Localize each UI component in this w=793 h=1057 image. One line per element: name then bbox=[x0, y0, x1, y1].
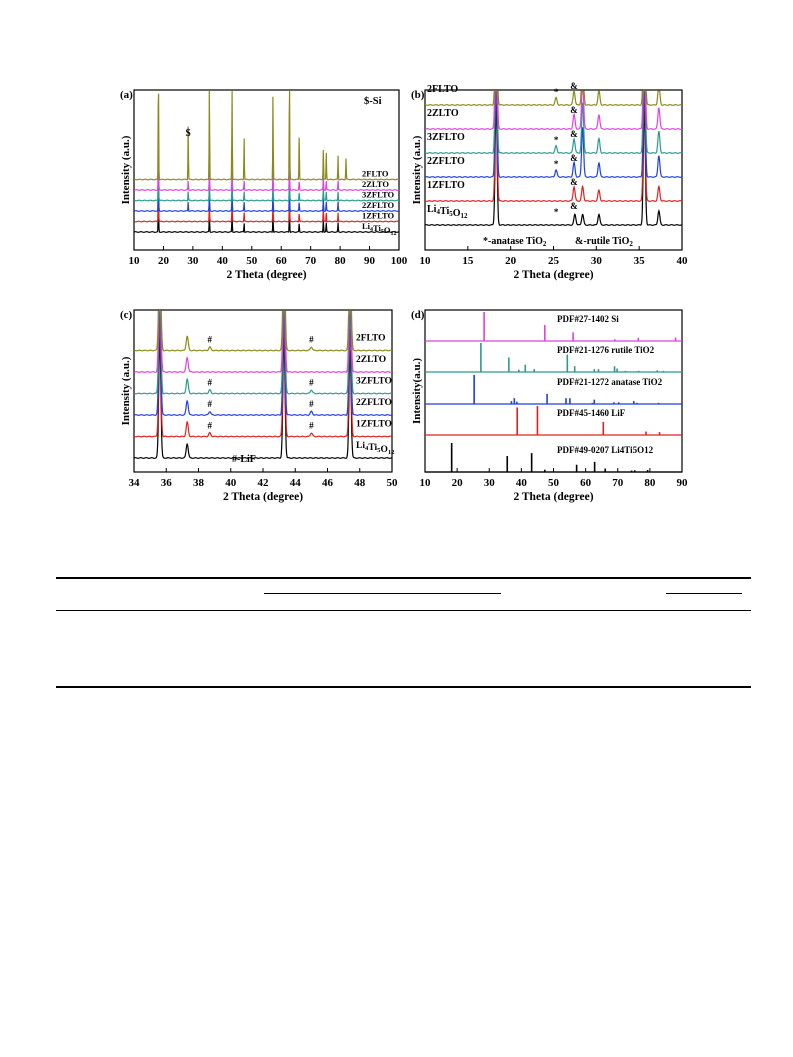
panel-label: (d) bbox=[411, 309, 425, 321]
lif-peak-marker: # bbox=[207, 377, 213, 388]
formula-part: Li bbox=[362, 221, 371, 231]
y-axis-label: Intensity(a.u.) bbox=[411, 357, 423, 425]
x-tick-label: 50 bbox=[246, 255, 258, 267]
si-peak-marker: $ bbox=[185, 128, 191, 139]
rutile-peak-marker: & bbox=[570, 129, 578, 139]
x-tick-label: 20 bbox=[157, 255, 169, 267]
panel-d bbox=[411, 309, 688, 503]
series-3ZFLTO-line bbox=[134, 311, 392, 394]
series-2ZFLTO-line bbox=[134, 311, 392, 415]
series-Li4Ti5O12-line bbox=[134, 203, 399, 232]
x-tick-label: 20 bbox=[505, 255, 517, 267]
series-label-1ZFLTO: 1ZFLTO bbox=[427, 180, 465, 191]
formula-part: Li bbox=[427, 204, 437, 215]
x-tick-label: 80 bbox=[644, 477, 656, 489]
table-header-rule bbox=[56, 610, 751, 611]
panel-label: (c) bbox=[120, 309, 133, 321]
subscript: 2 bbox=[542, 240, 547, 248]
x-axis-label: 2 Theta (degree) bbox=[226, 269, 307, 281]
formula-part: Ti bbox=[439, 206, 450, 217]
formula-part: 4 bbox=[436, 208, 440, 216]
formula-part: 12 bbox=[387, 449, 395, 456]
reference-card-label: PDF#21-1276 rutile TiO2 bbox=[557, 345, 655, 355]
series-label-3ZFLTO: 3ZFLTO bbox=[427, 132, 465, 143]
anatase-peak-marker: * bbox=[553, 87, 559, 97]
x-tick-label: 36 bbox=[160, 477, 172, 489]
series-label-2ZFLTO: 2ZFLTO bbox=[362, 200, 395, 210]
formula-part: 5 bbox=[377, 447, 381, 454]
x-tick-label: 48 bbox=[354, 477, 366, 489]
series-label-2FLTO: 2FLTO bbox=[427, 84, 459, 95]
plot-frame bbox=[134, 90, 399, 250]
series-label-1ZFLTO: 1ZFLTO bbox=[362, 210, 395, 221]
panel-b bbox=[411, 81, 688, 281]
formula-part: 12 bbox=[460, 212, 468, 220]
x-axis-label: 2 Theta (degree) bbox=[513, 491, 594, 503]
x-tick-label: 40 bbox=[676, 255, 688, 267]
x-tick-label: 46 bbox=[322, 477, 333, 489]
rutile-legend-note: &-rutile TiO$_2$ bbox=[575, 236, 633, 248]
reference-card-label: PDF#45-1460 LiF bbox=[557, 408, 626, 418]
series-label-2FLTO: 2FLTO bbox=[362, 168, 389, 179]
panel-label: (a) bbox=[120, 89, 133, 101]
x-tick-label: 40 bbox=[216, 255, 228, 267]
x-tick-label: 35 bbox=[633, 255, 645, 267]
series-label-2ZLTO: 2ZLTO bbox=[427, 108, 459, 119]
formula-part: O bbox=[383, 225, 391, 235]
series-3ZFLTO-line bbox=[134, 172, 399, 201]
rutile-peak-marker: & bbox=[570, 105, 578, 115]
series-label-2ZFLTO: 2ZFLTO bbox=[427, 156, 465, 167]
series-label-2ZFLTO: 2ZFLTO bbox=[356, 398, 392, 408]
lif-peak-marker: # bbox=[207, 399, 213, 409]
lif-peak-marker: # bbox=[309, 377, 314, 388]
series-label-1ZFLTO: 1ZFLTO bbox=[356, 419, 392, 430]
formula-part: 4 bbox=[370, 227, 373, 233]
formula-part: 12 bbox=[390, 231, 397, 237]
anatase-legend-note: *-anatase TiO$_2$ bbox=[483, 236, 547, 248]
formula-part: Ti bbox=[368, 443, 378, 453]
rutile-peak-marker: & bbox=[570, 201, 578, 211]
x-tick-label: 30 bbox=[483, 477, 495, 489]
formula-part: O bbox=[380, 445, 388, 455]
anatase-peak-marker: * bbox=[553, 159, 559, 169]
series-2ZFLTO-line bbox=[134, 182, 399, 211]
x-tick-label: 10 bbox=[419, 255, 431, 267]
formula-part: 5 bbox=[449, 210, 453, 218]
series-2FLTO-line bbox=[134, 311, 392, 351]
reference-card-label: PDF#21-1272 anatase TiO2 bbox=[557, 377, 663, 387]
x-tick-label: 50 bbox=[386, 477, 398, 489]
x-tick-label: 30 bbox=[590, 255, 602, 267]
x-tick-label: 60 bbox=[580, 477, 592, 489]
li4ti5o12-label bbox=[362, 221, 396, 237]
x-tick-label: 25 bbox=[548, 255, 559, 267]
y-axis-label: Intensity (a.u.) bbox=[120, 135, 132, 205]
x-tick-label: 20 bbox=[451, 477, 463, 489]
formula-part: 4 bbox=[364, 445, 369, 452]
panel-c bbox=[120, 309, 398, 503]
series-label-3ZFLTO: 3ZFLTO bbox=[362, 189, 395, 200]
x-tick-label: 70 bbox=[305, 255, 317, 267]
series-2FLTO-line bbox=[134, 91, 399, 180]
panel-label: (b) bbox=[411, 89, 425, 101]
x-tick-label: 42 bbox=[257, 477, 269, 489]
x-tick-label: 100 bbox=[390, 255, 408, 267]
x-tick-label: 10 bbox=[419, 477, 431, 489]
x-tick-label: 38 bbox=[193, 477, 204, 489]
series-label-2ZLTO: 2ZLTO bbox=[356, 355, 387, 365]
table-top-rule bbox=[56, 577, 751, 579]
reference-card-label: PDF#49-0207 Li4Ti5O12 bbox=[557, 445, 654, 455]
lif-peak-marker: # bbox=[207, 420, 213, 431]
x-tick-label: 40 bbox=[225, 477, 237, 489]
x-tick-label: 90 bbox=[364, 255, 376, 267]
x-tick-label: 90 bbox=[676, 477, 688, 489]
rutile-peak-marker: & bbox=[570, 81, 578, 91]
x-axis-label: 2 Theta (degree) bbox=[222, 491, 304, 503]
table-bottom-rule bbox=[56, 686, 751, 688]
series-label-2ZLTO: 2ZLTO bbox=[362, 179, 389, 189]
si-legend-note: $-Si bbox=[364, 96, 382, 107]
x-tick-label: 30 bbox=[187, 255, 199, 267]
y-axis-label: Intensity (a.u.) bbox=[411, 135, 423, 205]
x-tick-label: 50 bbox=[548, 477, 559, 489]
table-group-rule-2 bbox=[666, 593, 742, 594]
panel-a bbox=[120, 89, 408, 281]
table-group-rule-1 bbox=[264, 593, 501, 594]
lif-peak-marker: # bbox=[309, 399, 314, 409]
subscript: 2 bbox=[629, 240, 633, 248]
x-tick-label: 34 bbox=[128, 477, 140, 489]
formula-part: Li bbox=[356, 441, 365, 451]
series-label-3ZFLTO: 3ZFLTO bbox=[356, 376, 392, 387]
series-Li4Ti5O12-line bbox=[134, 333, 392, 459]
anatase-peak-marker: * bbox=[553, 207, 559, 217]
formula-part: O bbox=[452, 208, 461, 219]
formula-part: 5 bbox=[380, 229, 384, 235]
lif-peak-marker: # bbox=[309, 420, 314, 431]
x-tick-label: 15 bbox=[462, 255, 474, 267]
x-tick-label: 60 bbox=[275, 255, 287, 267]
series-label-2FLTO: 2FLTO bbox=[356, 333, 386, 344]
y-axis-label: Intensity (a.u.) bbox=[120, 356, 132, 426]
anatase-peak-marker: * bbox=[553, 135, 559, 145]
li4ti5o12-label bbox=[356, 441, 395, 456]
rutile-peak-marker: & bbox=[570, 153, 578, 163]
lif-legend-note: #-LiF bbox=[232, 454, 256, 465]
lif-peak-marker: # bbox=[309, 334, 314, 345]
reference-card-label: PDF#27-1402 Si bbox=[557, 314, 619, 324]
x-tick-label: 80 bbox=[334, 255, 346, 267]
x-tick-label: 70 bbox=[612, 477, 624, 489]
formula-part: Ti bbox=[373, 223, 381, 233]
x-axis-label: 2 Theta (degree) bbox=[513, 269, 594, 281]
x-tick-label: 10 bbox=[128, 255, 140, 267]
series-2ZLTO-line bbox=[134, 161, 399, 190]
x-tick-label: 40 bbox=[515, 477, 527, 489]
series-1ZFLTO-line bbox=[134, 314, 392, 437]
series-2ZLTO-line bbox=[134, 311, 392, 372]
li4ti5o12-label bbox=[427, 204, 468, 220]
lif-peak-marker: # bbox=[207, 334, 213, 345]
rutile-peak-marker: & bbox=[570, 177, 578, 187]
x-tick-label: 44 bbox=[289, 477, 301, 489]
series-1ZFLTO-line bbox=[134, 193, 399, 222]
